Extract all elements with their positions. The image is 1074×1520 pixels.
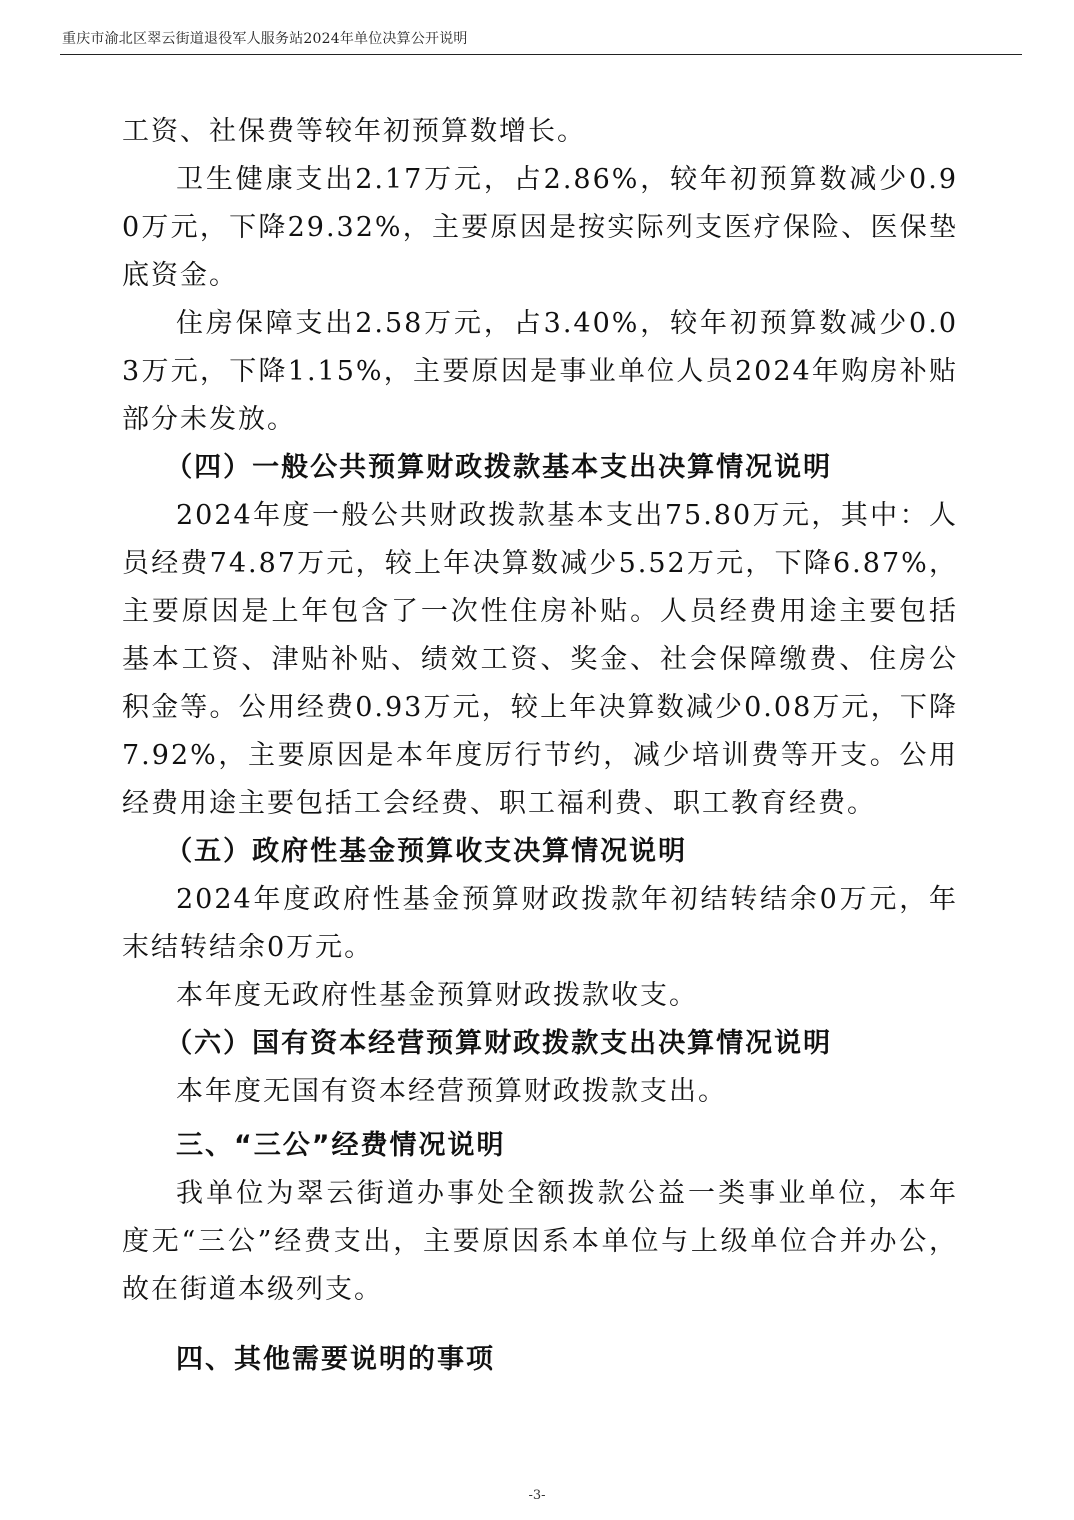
page-number: -3- xyxy=(528,1488,546,1503)
paragraph-three-public: 我单位为翠云街道办事处全额拨款公益一类事业单位，本年度无“三公”经费支出，主要原因系本单位与上级单位合并办公，故在街道本级列支。 xyxy=(122,1178,958,1305)
section-heading-other-matters: 四、其他需要说明的事项 xyxy=(176,1344,495,1375)
subheading-state-capital: （六）国有资本经营预算财政拨款支出决算情况说明 xyxy=(165,1028,833,1059)
paragraph-fund-balance: 2024年度政府性基金预算财政拨款年初结转结余0万元，年末结转结余0万元。 xyxy=(122,884,958,963)
paragraph-salary-continued: 工资、社保费等较年初预算数增长。 xyxy=(122,116,586,147)
section-heading-three-public: 三、“三公”经费情况说明 xyxy=(176,1130,506,1161)
paragraph-capital-none: 本年度无国有资本经营预算财政拨款支出。 xyxy=(176,1076,727,1107)
header-divider xyxy=(60,54,1022,55)
page-header-title: 重庆市渝北区翠云街道退役军人服务站2024年单位决算公开说明 xyxy=(62,31,468,47)
paragraph-health-expenditure: 卫生健康支出2.17万元，占2.86%，较年初预算数减少0.90万元，下降29.32%，主要原因是按实际列支医疗保险、医保垫底资金。 xyxy=(122,164,958,291)
paragraph-housing-expenditure: 住房保障支出2.58万元，占3.40%，较年初预算数减少0.03万元，下降1.15%，主要原因是事业单位人员2024年购房补贴部分未发放。 xyxy=(122,308,958,435)
subheading-government-fund: （五）政府性基金预算收支决算情况说明 xyxy=(165,836,688,867)
document-body xyxy=(122,108,958,1384)
paragraph-basic-expenditure: 2024年度一般公共财政拨款基本支出75.80万元，其中：人员经费74.87万元，较上年决算数减少5.52万元，下降6.87%，主要原因是上年包含了一次性住房补贴。人员经费用途主要包括基本工资、津贴补贴、绩效工资、奖金、社会保障缴费、住房公积金等。公用经费0.93万元，较上年决算数减少0.08万元，下降7.92%，主要原因是本年度厉行节约，减少培训费等开支。公用经费用途主要包括工会经费、职工福利费、职工教育经费。 xyxy=(122,500,958,819)
paragraph-fund-none: 本年度无政府性基金预算财政拨款收支。 xyxy=(176,980,698,1011)
subheading-basic-expenditure: （四）一般公共预算财政拨款基本支出决算情况说明 xyxy=(165,452,833,483)
